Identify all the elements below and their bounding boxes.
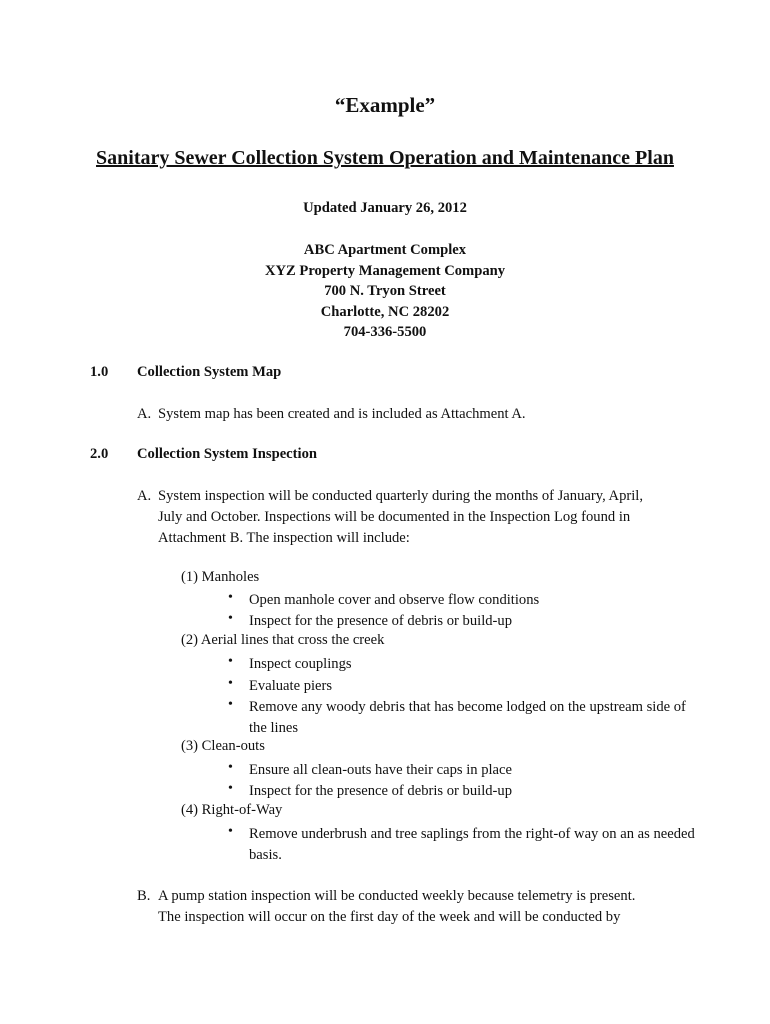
list-item-label: (1) Manholes (181, 569, 260, 585)
section-title: Collection System Inspection (137, 446, 317, 462)
section-title: Collection System Map (137, 364, 282, 380)
bullet-item (228, 697, 698, 739)
document-label: “Example” (334, 93, 436, 117)
paragraph-line: A pump station inspection will be conducted weekly because telemetry is present. (158, 888, 636, 904)
address-line: XYZ Property Management Company (264, 262, 506, 279)
paragraph (137, 886, 697, 928)
bullet-item (228, 611, 698, 632)
bullet-item (228, 781, 698, 802)
section-number: 1.0 (90, 364, 109, 380)
paragraph-text: System map has been created and is included as Attachment A. (158, 406, 526, 422)
address-line: 700 N. Tryon Street (324, 283, 446, 299)
bullet-text: Remove any woody debris that has become lodged on the upstream side of the lines (249, 699, 686, 736)
paragraph-line: Attachment B. The inspection will include: (158, 530, 410, 546)
address-line: ABC Apartment Complex (303, 242, 467, 258)
bullet-item (228, 760, 698, 781)
bullet-icon: • (228, 611, 233, 626)
address-block (0, 240, 770, 343)
paragraph-line: System inspection will be conducted quarterly during the months of January, April, (158, 488, 644, 504)
paragraph-line: July and October. Inspections will be documented in the Inspection Log found in (158, 509, 631, 525)
bullet-item (228, 824, 698, 866)
paragraph-label: A. (137, 406, 152, 422)
list-item-label: (2) Aerial lines that cross the creek (181, 632, 385, 648)
bullet-text: Evaluate piers (249, 678, 333, 694)
address-line: 704-336-5500 (343, 324, 427, 340)
bullet-text: Inspect for the presence of debris or build-up (249, 783, 513, 799)
bullet-text: Open manhole cover and observe flow conditions (249, 592, 540, 608)
paragraph (137, 404, 697, 425)
paragraph-line: The inspection will occur on the first day of the week and will be conducted by (158, 909, 621, 925)
bullet-text: Remove underbrush and tree saplings from the right-of way on an as needed basis. (249, 826, 695, 863)
document-title: Sanitary Sewer Collection System Operation and Maintenance Plan (96, 147, 674, 169)
address-line: Charlotte, NC 28202 (320, 303, 450, 320)
bullet-icon: • (228, 654, 233, 669)
bullet-item (228, 654, 698, 675)
bullet-text: Inspect couplings (249, 656, 352, 672)
paragraph (137, 486, 697, 549)
bullet-icon: • (228, 760, 233, 775)
updated-date: Updated January 26, 2012 (303, 200, 467, 216)
paragraph-label: A. (137, 488, 152, 504)
bullet-item (228, 590, 698, 611)
paragraph-label: B. (137, 888, 151, 904)
bullet-icon: • (228, 590, 233, 605)
bullet-icon: • (228, 676, 233, 691)
bullet-icon: • (228, 824, 233, 839)
bullet-icon: • (228, 697, 233, 712)
bullet-text: Ensure all clean-outs have their caps in place (249, 762, 512, 778)
list-item-label: (3) Clean-outs (181, 738, 265, 754)
bullet-item (228, 676, 698, 697)
section-number: 2.0 (90, 446, 109, 462)
bullet-text: Inspect for the presence of debris or build-up (249, 613, 513, 629)
list-item-label: (4) Right-of-Way (181, 802, 283, 818)
bullet-icon: • (228, 781, 233, 796)
